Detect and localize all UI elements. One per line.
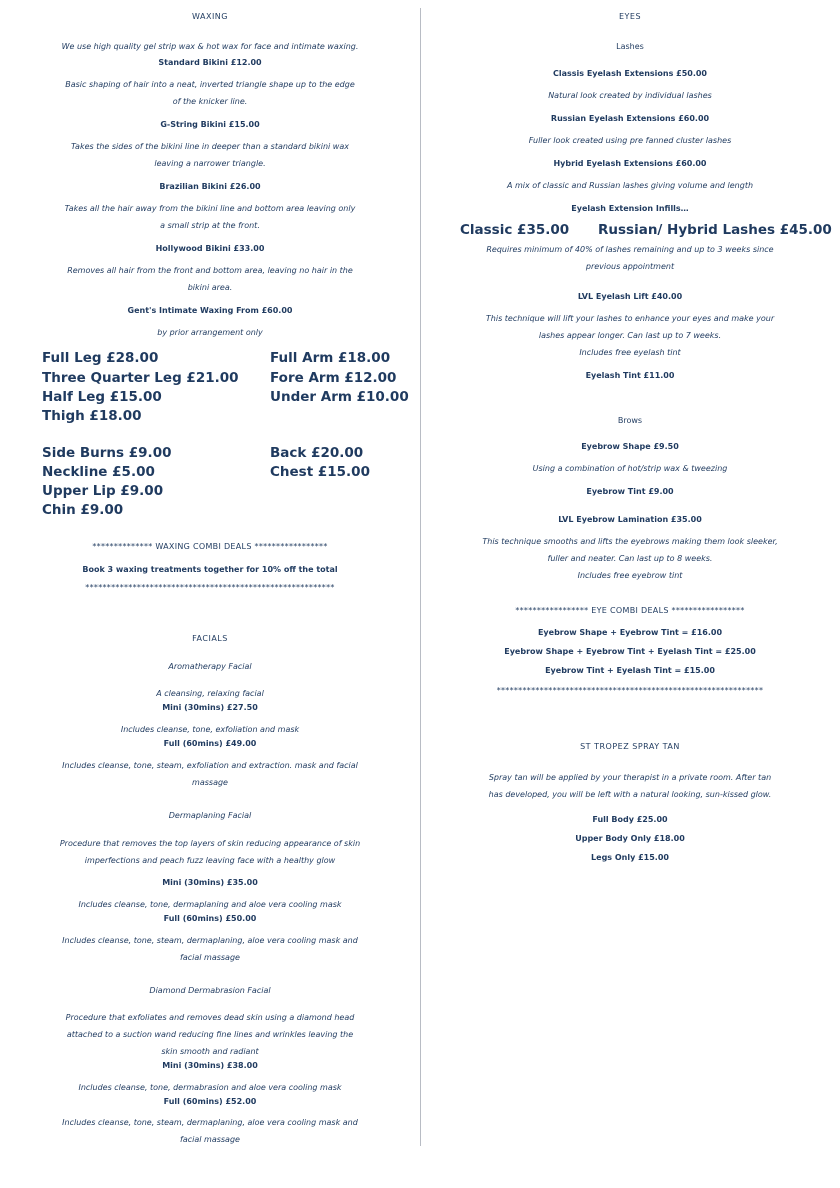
gstring-bikini-desc: Takes the sides of the bikini line in deeper than a standard bikini wax	[71, 142, 349, 151]
lashes-title: Lashes	[616, 42, 644, 51]
lvl-lash-desc-2: lashes appear longer. Can last up to 7 weeks.	[538, 331, 722, 340]
wax-under-arm: Under Arm £10.00	[270, 389, 409, 405]
wax-neckline: Neckline £5.00	[42, 464, 155, 480]
derma-mini-desc: Includes cleanse, tone, dermaplaning and aloe vera cooling mask	[78, 900, 342, 909]
right-column	[420, 0, 840, 1188]
eye-combi-title: ***************** EYE COMBI DEALS *****************	[515, 606, 745, 615]
wax-fore-arm: Fore Arm £12.00	[270, 370, 397, 386]
tan-desc: Spray tan will be applied by your therapist in a private room. After tan	[488, 773, 772, 782]
standard-bikini-desc: Basic shaping of hair into a neat, inverted triangle shape up to the edge	[65, 80, 355, 89]
wax-thigh: Thigh £18.00	[42, 408, 142, 424]
diamond-full-desc-2: facial massage	[180, 1135, 240, 1144]
classic-lash-desc: Natural look created by individual lashes	[548, 91, 712, 100]
tan-upper-body: Upper Body Only £18.00	[575, 834, 685, 843]
tan-title: ST TROPEZ SPRAY TAN	[580, 742, 680, 751]
lvl-brow-desc: This technique smooths and lifts the eyebrows making them look sleeker,	[482, 537, 778, 546]
hollywood-bikini-desc-2: bikini area.	[187, 283, 233, 292]
waxing-intro: We use high quality gel strip wax & hot wax for face and intimate waxing.	[61, 42, 359, 51]
diamond-mini: Mini (30mins) £38.00	[162, 1061, 258, 1070]
brazilian-bikini-desc-2: a small strip at the front.	[160, 221, 260, 230]
eye-combi-1: Eyebrow Shape + Eyebrow Tint = £16.00	[537, 628, 723, 637]
diamond-facial-desc-3: skin smooth and radiant	[161, 1047, 259, 1056]
wax-three-quarter-leg: Three Quarter Leg £21.00	[42, 370, 239, 386]
gents-waxing-name: Gent's Intimate Waxing From £60.00	[127, 306, 293, 315]
wax-full-leg: Full Leg £28.00	[42, 350, 159, 366]
tan-desc-2: has developed, you will be left with a natural looking, sun-kissed glow.	[488, 790, 772, 799]
standard-bikini-desc-2: of the knicker line.	[172, 97, 248, 106]
lvl-brow-name: LVL Eyebrow Lamination £35.00	[558, 515, 702, 524]
diamond-full: Full (60mins) £52.00	[163, 1097, 257, 1106]
derma-mini: Mini (30mins) £35.00	[162, 878, 258, 887]
waxing-title: WAXING	[192, 12, 228, 21]
brow-shape-name: Eyebrow Shape £9.50	[581, 442, 679, 451]
eye-combi-line: **************************************************************	[496, 686, 764, 695]
aroma-full-desc-2: massage	[192, 778, 228, 787]
lash-tint: Eyelash Tint £11.00	[585, 371, 675, 380]
hybrid-lash-name: Hybrid Eyelash Extensions £60.00	[553, 159, 707, 168]
wax-chest: Chest £15.00	[270, 464, 370, 480]
tan-full-body: Full Body £25.00	[592, 815, 668, 824]
classic-lash-name: Classis Eyelash Extensions £50.00	[553, 69, 707, 78]
derma-facial-title: Dermaplaning Facial	[168, 811, 252, 820]
russian-lash-name: Russian Eyelash Extensions £60.00	[550, 114, 710, 123]
wax-chin: Chin £9.00	[42, 502, 124, 518]
aroma-facial-title: Aromatherapy Facial	[168, 662, 252, 671]
diamond-facial-desc: Procedure that exfoliates and removes dead skin using a diamond head	[65, 1013, 355, 1022]
derma-full-desc-2: facial massage	[180, 953, 240, 962]
diamond-facial-desc-2: attached to a suction wand reducing fine lines and wrinkles leaving the	[66, 1030, 354, 1039]
lvl-lash-name: LVL Eyelash Lift £40.00	[577, 292, 683, 301]
facials-title: FACIALS	[192, 634, 228, 643]
waxing-combi-title: ************** WAXING COMBI DEALS *****************	[92, 542, 328, 551]
infills-name: Eyelash Extension Infills…	[571, 204, 689, 213]
diamond-mini-desc: Includes cleanse, tone, dermabrasion and aloe vera cooling mask	[78, 1083, 342, 1092]
aroma-mini-desc: Includes cleanse, tone, exfoliation and mask	[120, 725, 300, 734]
lvl-lash-desc-3: Includes free eyelash tint	[579, 348, 681, 357]
lvl-brow-desc-2: fuller and neater. Can last up to 8 weeks.	[547, 554, 713, 563]
gstring-bikini-name: G-String Bikini £15.00	[160, 120, 260, 129]
hollywood-bikini-desc: Removes all hair from the front and bottom area, leaving no hair in the	[67, 266, 353, 275]
infills-classic: Classic £35.00	[460, 222, 570, 238]
gstring-bikini-desc-2: leaving a narrower triangle.	[154, 159, 266, 168]
waxing-combi-offer: Book 3 waxing treatments together for 10% off the total	[82, 565, 338, 574]
eye-combi-3: Eyebrow Tint + Eyelash Tint = £15.00	[545, 666, 715, 675]
lvl-lash-desc: This technique will lift your lashes to enhance your eyes and make your	[485, 314, 775, 323]
infills-russian: Russian/ Hybrid Lashes £45.00	[598, 222, 832, 238]
brow-tint: Eyebrow Tint £9.00	[586, 487, 674, 496]
gents-waxing-desc: by prior arrangement only	[157, 328, 263, 337]
aroma-facial-desc: A cleansing, relaxing facial	[156, 689, 264, 698]
waxing-combi-line: **********************************************************	[85, 583, 335, 592]
wax-upper-lip: Upper Lip £9.00	[42, 483, 164, 499]
diamond-full-desc: Includes cleanse, tone, steam, dermaplaning, aloe vera cooling mask and	[62, 1118, 358, 1127]
lvl-brow-desc-3: Includes free eyebrow tint	[577, 571, 683, 580]
wax-side-burns: Side Burns £9.00	[42, 445, 172, 461]
tan-legs: Legs Only £15.00	[591, 853, 669, 862]
aroma-full-desc: Includes cleanse, tone, steam, exfoliation and extraction. mask and facial	[62, 761, 358, 770]
eye-combi-2: Eyebrow Shape + Eyebrow Tint + Eyelash Tint = £25.00	[504, 647, 756, 656]
derma-facial-desc-2: imperfections and peach fuzz leaving face with a healthy glow	[84, 856, 336, 865]
infills-desc-2: previous appointment	[585, 262, 675, 271]
hybrid-lash-desc: A mix of classic and Russian lashes giving volume and length	[506, 181, 754, 190]
brows-title: Brows	[617, 416, 643, 425]
eyes-title: EYES	[618, 12, 642, 21]
diamond-facial-title: Diamond Dermabrasion Facial	[149, 986, 271, 995]
derma-full: Full (60mins) £50.00	[163, 914, 257, 923]
wax-full-arm: Full Arm £18.00	[270, 350, 391, 366]
aroma-mini: Mini (30mins) £27.50	[162, 703, 258, 712]
hollywood-bikini-name: Hollywood Bikini £33.00	[155, 244, 265, 253]
derma-facial-desc: Procedure that removes the top layers of skin reducing appearance of skin	[59, 839, 361, 848]
infills-desc: Requires minimum of 40% of lashes remaining and up to 3 weeks since	[486, 245, 774, 254]
standard-bikini-name: Standard Bikini £12.00	[158, 58, 262, 67]
aroma-full: Full (60mins) £49.00	[163, 739, 257, 748]
brow-shape-desc: Using a combination of hot/strip wax & tweezing	[532, 464, 728, 473]
russian-lash-desc: Fuller look created using pre fanned cluster lashes	[528, 136, 732, 145]
brazilian-bikini-name: Brazilian Bikini £26.00	[159, 182, 261, 191]
wax-back: Back £20.00	[270, 445, 364, 461]
derma-full-desc: Includes cleanse, tone, steam, dermaplaning, aloe vera cooling mask and	[62, 936, 358, 945]
wax-half-leg: Half Leg £15.00	[42, 389, 162, 405]
brazilian-bikini-desc: Takes all the hair away from the bikini line and bottom area leaving only	[64, 204, 356, 213]
